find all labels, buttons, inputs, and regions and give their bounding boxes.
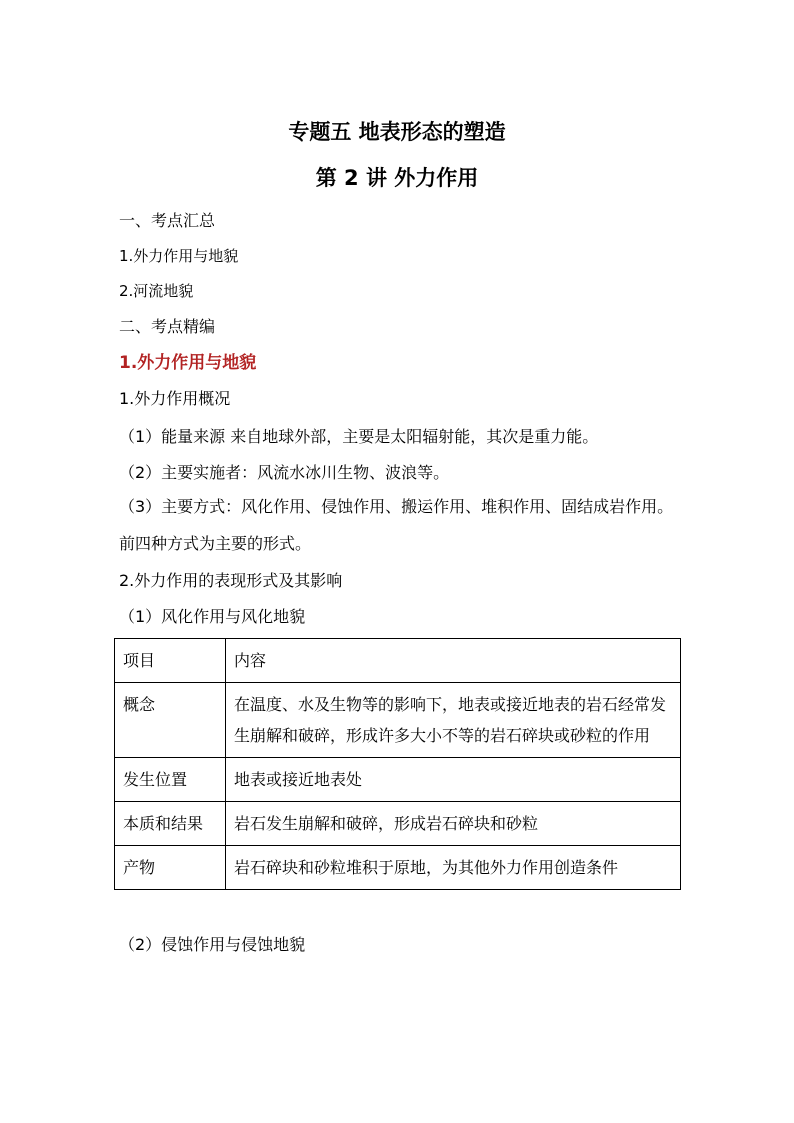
paragraph-erosion: （2）侵蚀作用与侵蚀地貌 <box>119 935 306 954</box>
section-heading-1: 一、考点汇总 <box>119 211 216 230</box>
table-cell: 岩石碎块和砂粒堆积于原地，为其他外力作用创造条件 <box>226 846 681 890</box>
table-row <box>115 802 681 846</box>
table-cell: 岩石发生崩解和破碎，形成岩石碎块和砂粒 <box>226 802 681 846</box>
paragraph-modes: （3）主要方式：风化作用、侵蚀作用、搬运作用、堆积作用、固结成岩作用。前四种方式为主要的形式。 <box>119 497 674 553</box>
paragraph-overview: 1.外力作用概况 <box>119 389 231 408</box>
table-row <box>115 683 681 758</box>
paragraph-agents: （2）主要实施者：风流水冰川生物、波浪等。 <box>119 463 450 482</box>
table-header-row <box>115 639 681 683</box>
doc-title: 专题五 地表形态的塑造 <box>288 120 506 144</box>
table-cell: 本质和结果 <box>115 802 226 846</box>
table-cell: 产物 <box>115 846 226 890</box>
table-header-cell: 内容 <box>226 639 681 683</box>
paragraph-energy-source: （1）能量来源 来自地球外部，主要是太阳辐射能，其次是重力能。 <box>119 427 599 446</box>
summary-item-1: 1.外力作用与地貌 <box>119 247 239 265</box>
table-cell: 地表或接近地表处 <box>226 758 681 802</box>
table-header-cell: 项目 <box>115 639 226 683</box>
weathering-table <box>114 638 681 890</box>
table-row <box>115 758 681 802</box>
table-cell: 发生位置 <box>115 758 226 802</box>
doc-subtitle: 第 2 讲 外力作用 <box>315 166 479 190</box>
table-row <box>115 846 681 890</box>
table-cell: 在温度、水及生物等的影响下，地表或接近地表的岩石经常发生崩解和破碎，形成许多大小不等的岩石碎块或砂粒的作用 <box>226 683 681 758</box>
paragraph-forms: 2.外力作用的表现形式及其影响 <box>119 571 343 590</box>
section-heading-2: 二、考点精编 <box>119 317 216 336</box>
topic-heading: 1.外力作用与地貌 <box>119 353 257 373</box>
table-cell: 概念 <box>115 683 226 758</box>
paragraph-weathering: （1）风化作用与风化地貌 <box>119 607 306 626</box>
summary-item-2: 2.河流地貌 <box>119 282 194 300</box>
